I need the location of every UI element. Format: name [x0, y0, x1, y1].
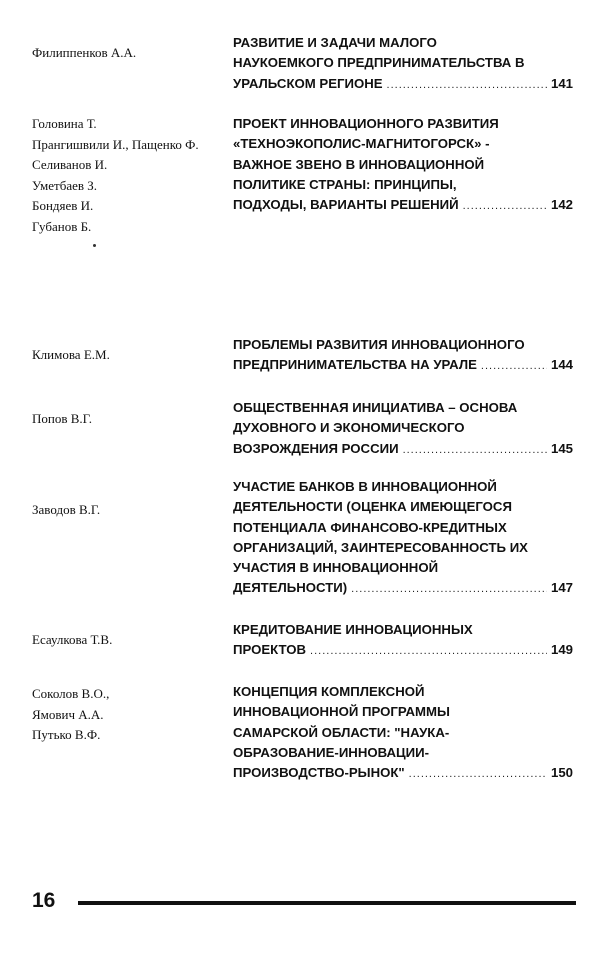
- author-name: Попов В.Г.: [32, 411, 92, 426]
- toc-title: [233, 398, 573, 460]
- toc-title: [233, 477, 573, 600]
- title-last-line: [233, 763, 573, 784]
- leader-dots: [387, 75, 547, 95]
- stray-dot: [93, 244, 96, 247]
- title-line: ПРЕДПРИНИМАТЕЛЬСТВА НА УРАЛЕ: [233, 357, 477, 373]
- page-ref: 147: [550, 580, 573, 596]
- title-line: «ТЕХНОЭКОПОЛИС-МАГНИТОГОРСК» -: [233, 136, 490, 152]
- author-name: Заводов В.Г.: [32, 502, 101, 517]
- author-name: Соколов В.О.,: [32, 686, 110, 701]
- author-name: Прангишвили И., Пащенко Ф.: [32, 136, 199, 152]
- footer-rule: [78, 901, 576, 905]
- title-last-line: [233, 439, 573, 460]
- author-name: Бондяев И.: [32, 198, 94, 213]
- title-line: ПРОЕКТОВ: [233, 642, 307, 658]
- title-last-line: [233, 355, 573, 376]
- title-line: ПОЛИТИКЕ СТРАНЫ: ПРИНЦИПЫ,: [233, 176, 457, 192]
- title-line: ДЕЯТЕЛЬНОСТИ (ОЦЕНКА ИМЕЮЩЕГОСЯ: [233, 499, 512, 515]
- toc-authors: [32, 684, 237, 746]
- title-line: ДУХОВНОГО И ЭКОНОМИЧЕСКОГО: [233, 420, 465, 436]
- title-line: УЧАСТИЯ В ИННОВАЦИОННОЙ: [233, 560, 439, 576]
- author-name: Селиванов И.: [32, 157, 108, 172]
- leader-dots: [409, 764, 547, 784]
- title-line: ПОДХОДЫ, ВАРИАНТЫ РЕШЕНИЙ: [233, 197, 459, 213]
- toc-authors: [32, 43, 237, 64]
- author-name: Есаулкова Т.В.: [32, 632, 113, 647]
- leader-dots: [310, 641, 547, 661]
- title-line: УРАЛЬСКОМ РЕГИОНЕ: [233, 75, 383, 91]
- toc-authors: [32, 114, 237, 237]
- title-line: УЧАСТИЕ БАНКОВ В ИННОВАЦИОННОЙ: [233, 479, 497, 494]
- title-line: ПРОБЛЕМЫ РАЗВИТИЯ ИННОВАЦИОННОГО: [233, 337, 525, 352]
- title-line: ИННОВАЦИОННОЙ ПРОГРАММЫ: [233, 704, 450, 720]
- toc-authors: [32, 630, 237, 651]
- page-ref: 142: [550, 197, 573, 213]
- toc-title: [233, 114, 573, 216]
- author-name: Уметбаев З.: [32, 177, 98, 193]
- title-line: ВАЖНОЕ ЗВЕНО В ИННОВАЦИОННОЙ: [233, 156, 485, 172]
- title-last-line: [233, 195, 573, 216]
- title-last-line: [233, 640, 573, 661]
- page-ref: 141: [550, 75, 573, 91]
- toc-title: [233, 620, 573, 662]
- title-line: ПОТЕНЦИАЛА ФИНАНСОВО-КРЕДИТНЫХ: [233, 519, 507, 535]
- author-name: Путько В.Ф.: [32, 727, 101, 742]
- title-line: ОБЩЕСТВЕННАЯ ИНИЦИАТИВА – ОСНОВА: [233, 400, 518, 415]
- title-line: КРЕДИТОВАНИЕ ИННОВАЦИОННЫХ: [233, 622, 473, 637]
- author-name: Филиппенков А.А.: [32, 45, 137, 60]
- author-name: Головина Т.: [32, 116, 97, 131]
- title-line: РАЗВИТИЕ И ЗАДАЧИ МАЛОГО: [233, 35, 437, 50]
- title-line: ВОЗРОЖДЕНИЯ РОССИИ: [233, 440, 399, 456]
- toc-authors: [32, 500, 237, 521]
- page-ref: 149: [550, 642, 573, 658]
- title-line: ОРГАНИЗАЦИЙ, ЗАИНТЕРЕСОВАННОСТЬ ИХ: [233, 539, 528, 555]
- page-number: 16: [32, 889, 56, 912]
- title-last-line: [233, 74, 573, 95]
- author-name: Климова Е.М.: [32, 347, 110, 362]
- page-ref: 144: [550, 357, 573, 373]
- leader-dots: [481, 356, 547, 376]
- title-line: ПРОИЗВОДСТВО-РЫНОК": [233, 765, 405, 781]
- title-line: ПРОЕКТ ИННОВАЦИОННОГО РАЗВИТИЯ: [233, 116, 499, 131]
- page-ref: 145: [550, 440, 573, 456]
- leader-dots: [403, 440, 547, 460]
- toc-title: [233, 33, 573, 95]
- title-line: НАУКОЕМКОГО ПРЕДПРИНИМАТЕЛЬСТВА В: [233, 55, 525, 71]
- title-last-line: [233, 578, 573, 599]
- title-line: ОБРАЗОВАНИЕ-ИННОВАЦИИ-: [233, 744, 429, 760]
- title-line: ДЕЯТЕЛЬНОСТИ): [233, 580, 348, 596]
- author-name: Губанов Б.: [32, 218, 92, 234]
- toc-title: [233, 335, 573, 377]
- toc-authors: [32, 345, 237, 366]
- toc-title: [233, 682, 573, 784]
- author-name: Ямович А.А.: [32, 706, 104, 722]
- title-line: САМАРСКОЙ ОБЛАСТИ: "НАУКА-: [233, 724, 450, 740]
- leader-dots: [463, 196, 547, 216]
- toc-authors: [32, 409, 237, 430]
- title-line: КОНЦЕПЦИЯ КОМПЛЕКСНОЙ: [233, 684, 425, 699]
- page-ref: 150: [550, 765, 573, 781]
- leader-dots: [351, 579, 547, 599]
